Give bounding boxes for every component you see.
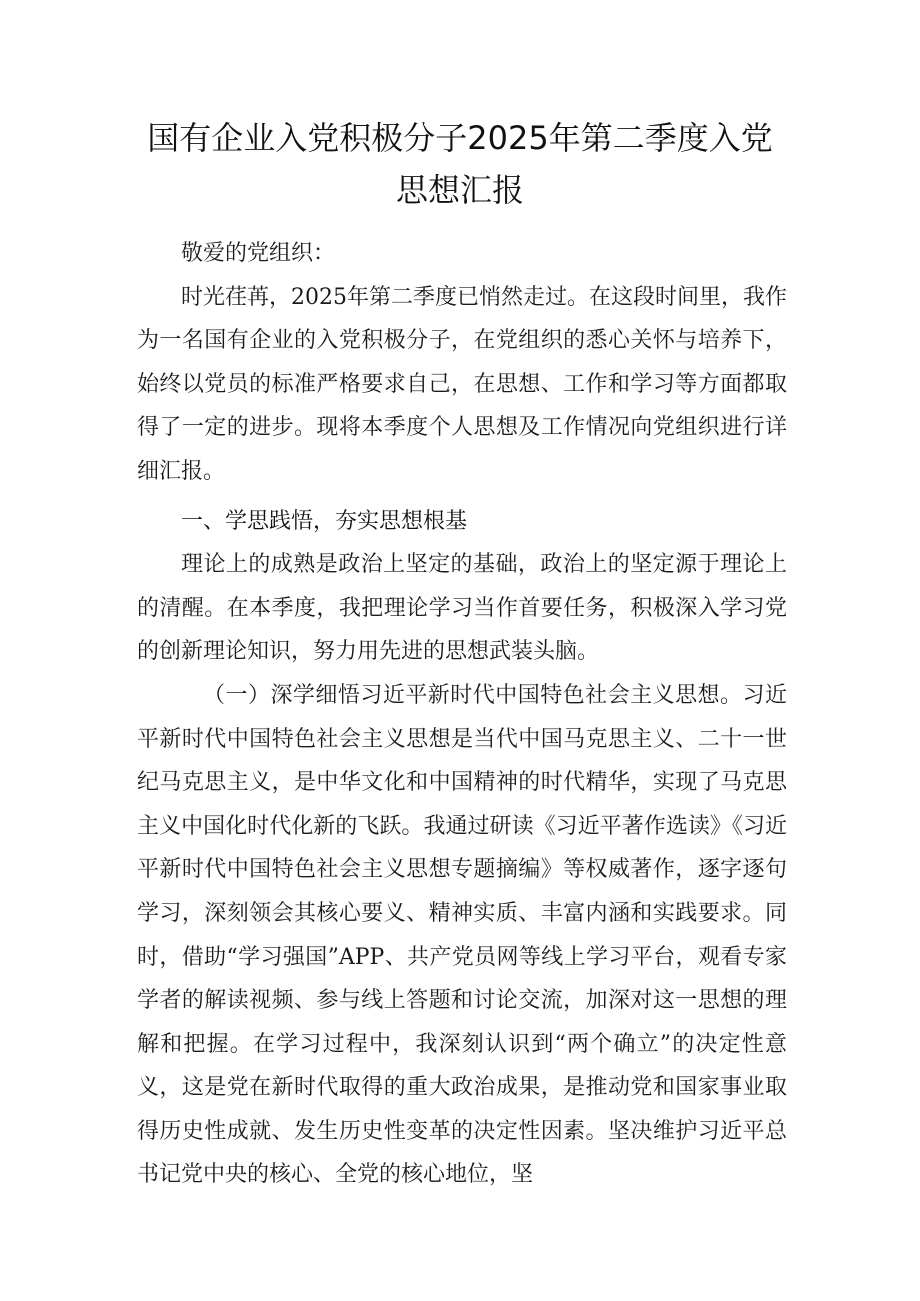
document-body [137,232,787,1197]
salutation: 敬爱的党组织： [181,241,336,266]
document-title: 国有企业入党积极分子2025年第二季度入党思想汇报 [147,119,773,209]
section-heading: 一、学思践悟，夯实思想根基 [181,508,468,534]
subsection-paragraph: （一）深学细悟习近平新时代中国特色社会主义思想。习近平新时代中国特色社会主义思想是当代中国马克思主义、二十一世纪马克思主义，是中华文化和中国精神的时代精华，实现了马克思主义中国化时代化新的飞跃。我通过研读《习近平著作选读》《习近平新时代中国特色社会主义思想专题摘编》等权威著作，逐字逐句学习，深刻领会其核心要义、精神实质、丰富内涵和实践要求。同时，借助“学习强国”APP、共产党员网等线上学习平台，观看专家学者的解读视频、参与线上答题和讨论交流，加深对这一思想的理解和把握。在学习过程中，我深刻认识到“两个确立”的决定性意义，这是党在新时代取得的重大政治成果，是推动党和国家事业取得历史性成就、发生历史性变革的决定性因素。坚决维护习近平总书记党中央的核心、全党的核心地位，坚 [137,682,787,1188]
intro-paragraph: 时光荏苒，2025年第二季度已悄然走过。在这段时间里，我作为一名国有企业的入党积极分子，在党组织的悉心关怀与培养下，始终以党员的标准严格要求自己，在思想、工作和学习等方面都取得了一定的进步。现将本季度个人思想及工作情况向党组织进行详细汇报。 [137,284,787,484]
section-intro-paragraph: 理论上的成熟是政治上坚定的基础，政治上的坚定源于理论上的清醒。在本季度，我把理论学习当作首要任务，积极深入学习党的创新理论知识，努力用先进的思想武装头脑。 [137,552,787,665]
